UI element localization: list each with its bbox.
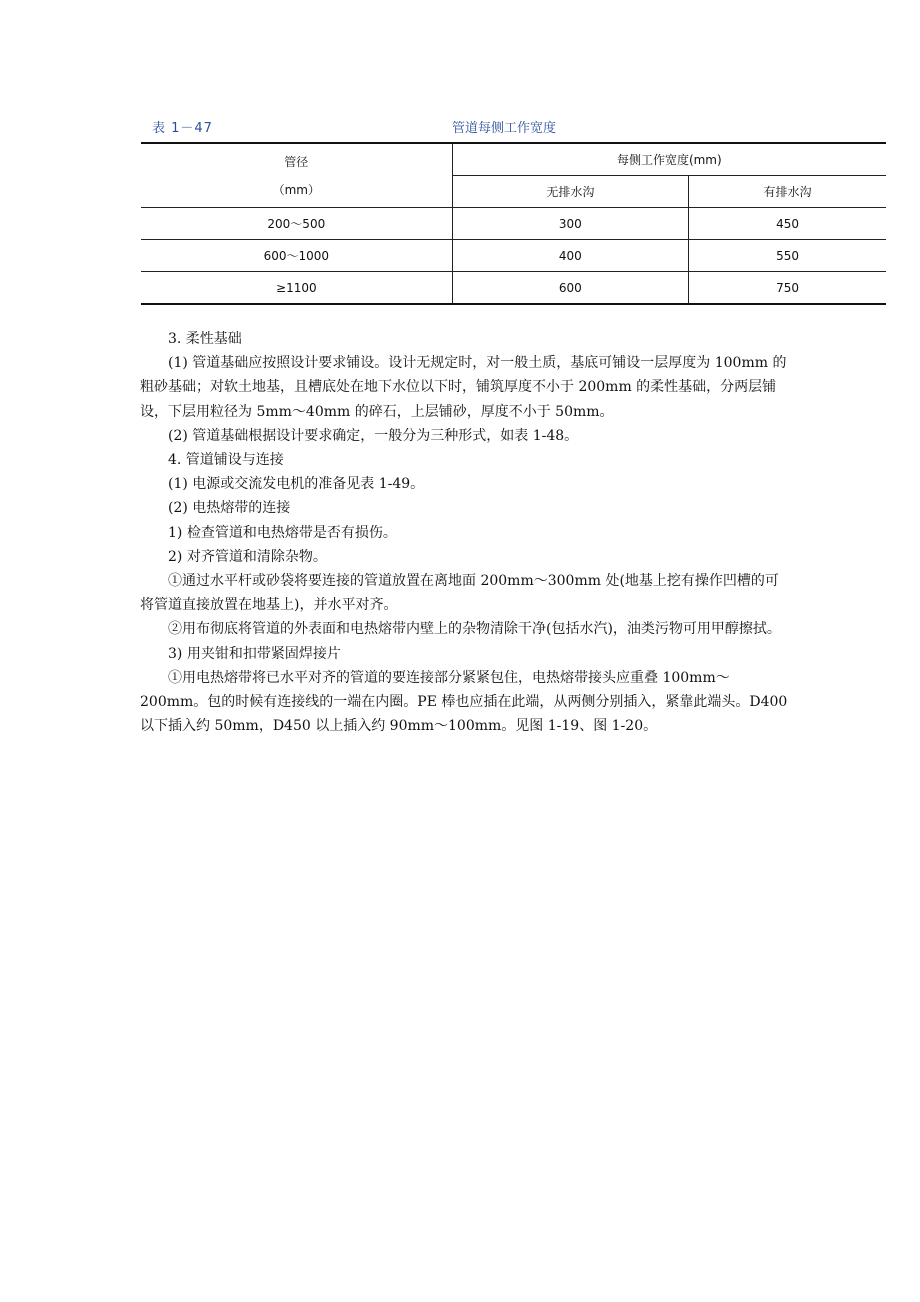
cell-no-drain: 300 — [452, 208, 688, 240]
table-row — [141, 272, 886, 305]
table-caption — [152, 117, 884, 137]
header-diameter-unit: （mm） — [272, 182, 320, 197]
paragraph: ①通过水平杆或砂袋将要连接的管道放置在离地面 200mm～300mm 处(地基上挖有操作凹槽的可将管道直接放置在地基上)，并水平对齐。 — [140, 573, 779, 614]
table-header-row — [141, 143, 886, 176]
table-number: 表 1－47 — [152, 121, 213, 136]
cell-diameter: 200～500 — [141, 208, 452, 240]
section-heading: 3. 柔性基础 — [168, 331, 242, 347]
paragraph: 1) 检查管道和电热熔带是否有损伤。 — [168, 524, 397, 541]
cell-no-drain: 400 — [452, 240, 688, 272]
cell-no-drain: 600 — [452, 272, 688, 305]
table-row — [141, 208, 886, 240]
cell-with-drain: 450 — [689, 208, 886, 240]
table-row — [141, 240, 886, 272]
paragraph: (2) 管道基础根据设计要求确定，一般分为三种形式，如表 1-48。 — [168, 427, 579, 444]
section-heading: 4. 管道铺设与连接 — [168, 452, 284, 469]
paragraph: 3) 用夹钳和扣带紧固焊接片 — [168, 645, 341, 662]
paragraph: ②用布彻底将管道的外表面和电热熔带内壁上的杂物清除干净(包括水汽)，油类污物可用甲醇擦拭。 — [168, 621, 781, 638]
cell-with-drain: 550 — [689, 240, 886, 272]
header-work-width: 每侧工作宽度(mm) — [452, 143, 886, 176]
header-diameter — [141, 143, 452, 208]
body-text — [140, 327, 788, 738]
paragraph: 2) 对齐管道和清除杂物。 — [168, 548, 327, 565]
paragraph: (2) 电热熔带的连接 — [168, 500, 291, 517]
work-width-table — [141, 142, 886, 305]
table-title: 管道每侧工作宽度 — [452, 121, 557, 136]
paragraph: (1) 管道基础应按照设计要求铺设。设计无规定时，对一般土质，基底可铺设一层厚度为 100mm 的粗砂基础；对软土地基，且槽底处在地下水位以下时，铺筑厚度不小于 200mm 的柔性基础，分两层铺设，下层用粒径为 5mm～40mm 的碎石，上层铺砂，厚度不小于 50mm。 — [140, 355, 787, 420]
cell-diameter: ≥1100 — [141, 272, 452, 305]
cell-with-drain: 750 — [689, 272, 886, 305]
cell-diameter: 600～1000 — [141, 240, 452, 272]
header-diameter-label: 管径 — [284, 154, 309, 169]
paragraph: (1) 电源或交流发电机的准备见表 1-49。 — [168, 476, 425, 493]
header-with-drain: 有排水沟 — [689, 176, 886, 208]
header-no-drain: 无排水沟 — [452, 176, 688, 208]
paragraph: ①用电热熔带将已水平对齐的管道的要连接部分紧紧包住，电热熔带接头应重叠 100mm～200mm。包的时候有连接线的一端在内圈。PE 棒也应插在此端，从两侧分别插入，紧靠此端头。D400 以下插入约 50mm，D450 以上插入约 90mm～100mm。见图 1-19、图 1-20。 — [140, 669, 788, 735]
